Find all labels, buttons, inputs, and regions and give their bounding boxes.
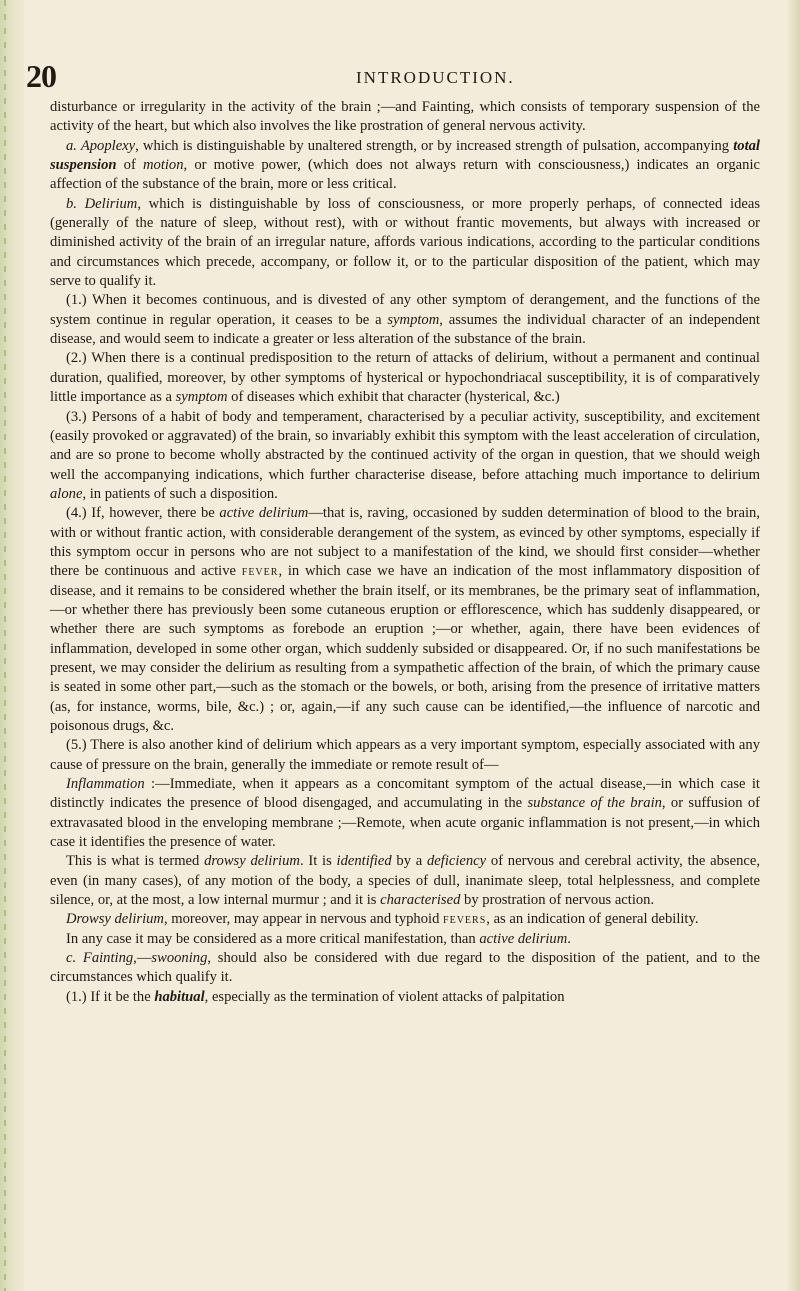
page-number: 20	[26, 58, 56, 94]
text-run: Drowsy delirium	[66, 911, 164, 928]
text-run: , moreover, may appear in nervous and typhoid	[163, 911, 444, 928]
paragraph	[50, 195, 760, 292]
text-run: (1.) If it be the	[66, 988, 155, 1005]
paragraph	[50, 137, 760, 195]
text-run: (3.) Persons of a habit of body and temperament, characterised by a peculiar activity, susceptibility, and excitement (easily provoked or aggravated) of the brain, so invariably exhibit this symptom with the least acceleration of circulation, and are so prone to become wholly abstracted by the continued activity of the organ in question, that we should weigh well the accompanying indications, which further characterise disease, before attaching much importance to delirium	[50, 408, 760, 483]
text-run: , as an indication of general debility.	[486, 911, 699, 928]
text-run: active delirium	[479, 930, 568, 947]
binding-gutter	[0, 0, 24, 1291]
paragraph	[50, 736, 760, 775]
text-run: —that is, raving, occasioned by sudden determination of blood to the brain, with or without frantic action, with considerable derangement of the system, as evinced by other symptoms, especially if this symptom occur in persons who are not subject to a manifestation of the kind, we should first consider—whether there be continuous and active	[50, 505, 760, 580]
text-run: swooning	[151, 950, 208, 967]
text-run: active delirium	[219, 505, 309, 522]
text-run: , which is distinguishable by unaltered strength, or by increased strength of pulsation, accompanying	[135, 137, 734, 154]
text-run: motion	[142, 157, 184, 174]
text-run: drowsy delirium	[204, 853, 300, 870]
text-run: of	[116, 157, 143, 174]
text-run: (4.) If, however, there be	[66, 505, 220, 522]
text-run: fever	[241, 563, 279, 580]
text-run: In any case it may be considered as a more critical manifestation, than	[66, 930, 480, 947]
text-run: identified	[336, 853, 392, 870]
text-run: Inflammation	[66, 776, 145, 793]
text-run: , in which case we have an indication of the most inflammatory disposition of disease, and it remains to be considered whether the brain itself, or its membranes, be the primary seat of inflammation,—or whether there has previously been some cutaneous eruption or efflorescence, which has suddenly disappeared, or whether there are such symptoms as forebode an eruption ;—or whether, again, there have been evidences of inflammation, developed in some other organ, which suddenly subsided or disappeared. Or, if no such manifestations be present, we may consider the delirium as resulting from a sympathetic affection of the brain, of which the primary cause is seated in some other part,—such as the stomach or the bowels, or both, arising from the presence of irritative matters (as, for instance, worms, bile, &c.) ; or, again,—if any such cause can be identified,—the influence of narcotic and poisonous drugs, &c.	[50, 563, 760, 734]
paragraph	[50, 98, 760, 137]
text-run: deficiency	[426, 853, 487, 870]
text-run: , which is distinguishable by loss of consciousness, or more properly perhaps, of connected ideas (generally of the nature of sleep, without rest), with or without frantic movements, but always with increased or diminished activity of the brain of an irregular nature, affords various indications, according to the particular conditions and circumstances which precede, accompany, or follow it, or to the particular disposition of the patient, which may serve to qualify it.	[50, 195, 760, 290]
text-run: alone	[50, 485, 83, 502]
text-run: ,—	[133, 950, 152, 967]
paragraph	[50, 949, 760, 988]
text-run: . It is	[299, 853, 337, 870]
text-run: , assumes the individual character of an independent disease, and would seem to indicate a greater or less alteration of the substance of the brain.	[50, 311, 760, 348]
text-run: by prostration of nervous action.	[460, 892, 655, 909]
text-run: , should also be considered with due regard to the disposition of the patient, and to the circumstances which qualify it.	[50, 950, 760, 986]
paragraph	[50, 408, 760, 505]
paragraph	[50, 988, 760, 1007]
text-run: Apoplexy	[80, 137, 136, 154]
paragraph	[50, 349, 760, 407]
text-run: , especially as the termination of violent attacks of palpitation	[204, 988, 565, 1005]
text-run: total suspension	[50, 137, 760, 174]
text-run: symptom	[175, 389, 228, 406]
text-run: (1.) When it becomes continuous, and is divested of any other symptom of derangement, and the functions of the system continue in regular operation, it ceases to be a	[50, 292, 760, 328]
page-edge	[786, 0, 800, 1291]
text-run: of nervous and cerebral activity, the absence, even (in many cases), of any motion of the body, a species of dull, inanimate sleep, total helplessness, and complete silence, or, at the most, a low internal murmur ; and it is	[50, 853, 760, 909]
text-run: disturbance or irregularity in the activity of the brain ;—and Fainting, which consists of temporary suspension of the activity of the heart, but which also involves the like prostration of general nervous activity.	[50, 99, 760, 135]
page-header	[26, 58, 766, 98]
text-run: b. Delirium	[66, 195, 138, 212]
text-run: characterised	[380, 892, 461, 909]
text-run: , or motive power, (which does not always return with consciousness,) indicates an organic affection of the substance of the brain, more or less critical.	[50, 157, 760, 193]
text-run: substance of the brain	[527, 795, 662, 812]
text-run: This is what is termed	[66, 853, 205, 870]
text-run: :—Immediate, when it appears as a concomitant symptom of the actual disease,—in which case it distinctly indicates the presence of blood disengaged, and accumulating in the	[50, 776, 760, 812]
text-run: of diseases which exhibit that character (hysterical, &c.)	[227, 389, 560, 406]
text-run: , or suffusion of extravasated blood in the enveloping membrane ;—Remote, when acute organic inflammation is not present,—in which case it identifies the presence of water.	[50, 795, 760, 851]
paragraph	[50, 910, 760, 929]
paragraph	[50, 291, 760, 349]
text-run: (5.) There is also another kind of delirium which appears as a very important symptom, especially associated with any cause of pressure on the brain, generally the immediate or remote result of—	[50, 737, 760, 773]
body-text	[50, 98, 760, 1007]
text-run: (2.) When there is a continual predisposition to the return of attacks of delirium, without a permanent and continual duration, qualified, moreover, by other symptoms of hysterical or hypochondriacal susceptibility, it is of comparatively little importance as a	[50, 350, 760, 406]
paragraph	[50, 504, 760, 736]
text-run: , in patients of such a disposition.	[82, 485, 278, 502]
paragraph	[50, 775, 760, 852]
text-run: .	[567, 930, 571, 947]
text-run: by a	[391, 853, 427, 870]
paragraph	[50, 930, 760, 949]
text-run: c. Fainting	[66, 950, 134, 967]
text-run: fevers	[443, 911, 487, 928]
text-run: habitual	[154, 988, 205, 1005]
text-run: a.	[66, 137, 81, 154]
paragraph	[50, 852, 760, 910]
text-run: symptom	[387, 311, 440, 328]
running-head: INTRODUCTION.	[356, 68, 515, 87]
